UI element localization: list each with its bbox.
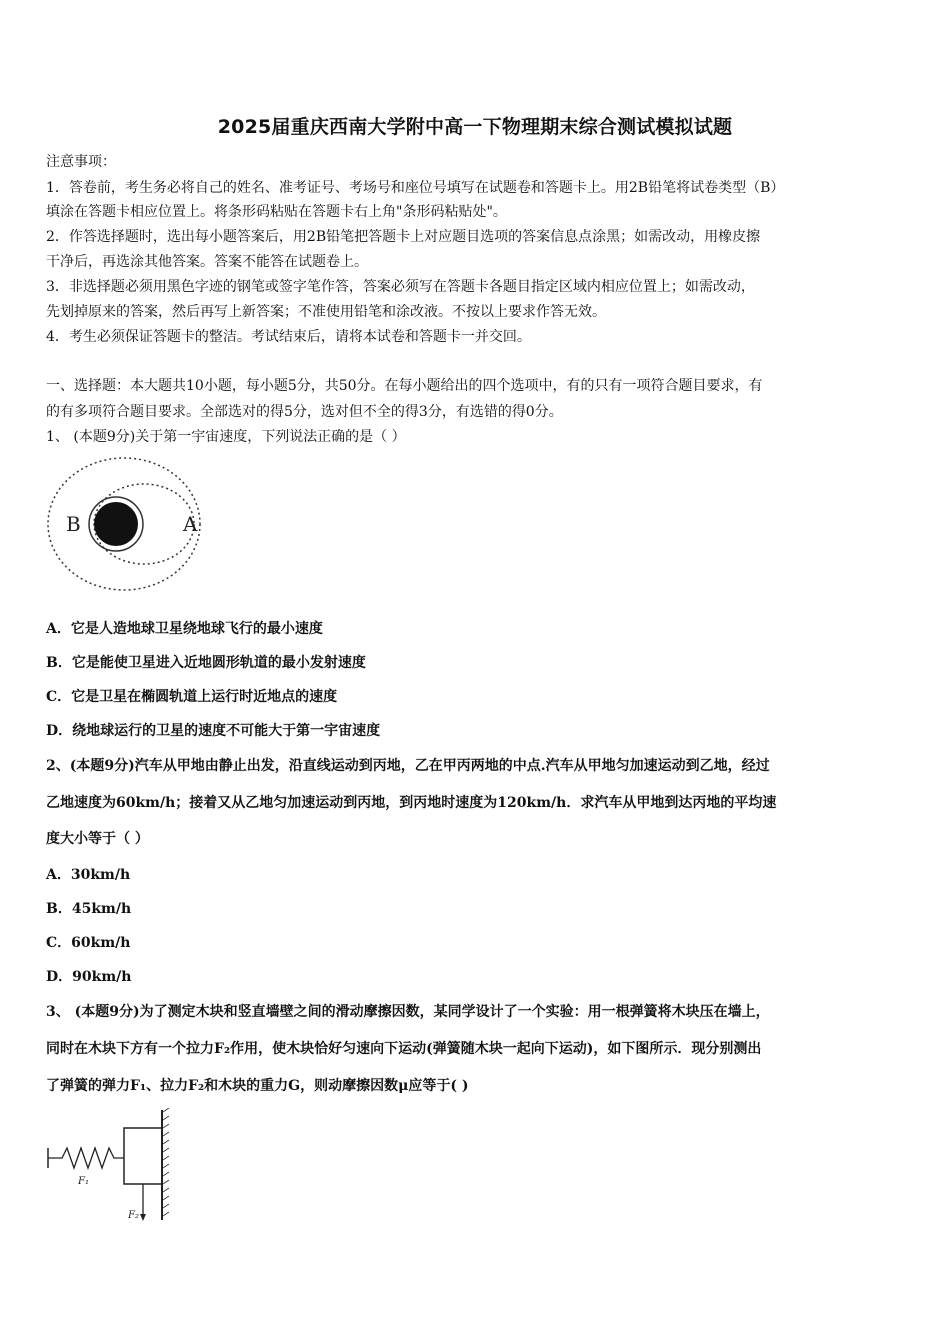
spring [48,1148,124,1168]
notice-line: 干净后，再选涂其他答案。答案不能答在试题卷上。 [46,254,368,270]
section-intro-line: 的有多项符合题目要求。全部选对的得5分，选对但不全的得3分，有选错的得0分。 [46,404,563,420]
question-2-stem-line: 2、(本题9分)汽车从甲地由静止出发，沿直线运动到丙地，乙在甲丙两地的中点.汽车从甲地匀加速运动到乙地，经过 [46,758,770,774]
section-intro-line: 一、选择题：本大题共10小题，每小题5分，共50分。在每小题给出的四个选项中，有的只有一项符合题目要求，有 [46,378,763,394]
pull-force-label: F₂ [128,1210,139,1221]
question-3-stem-line: 了弹簧的弹力F₁、拉力F₂和木块的重力G，则动摩擦因数μ应等于( ) [46,1078,469,1094]
notice-line: 3．非选择题必须用黑色字迹的钢笔或签字笔作答，答案必须写在答题卡各题目指定区域内相应位置上；如需改动， [46,279,755,295]
question-1-option-d: D．绕地球运行的卫星的速度不可能大于第一宇宙速度 [46,723,381,739]
question-3-stem-line: 同时在木块下方有一个拉力F₂作用，使木块恰好匀速向下运动(弹簧随木块一起向下运动)，如下图所示．现分别测出 [46,1041,762,1057]
orbit-figure [44,452,214,597]
question-2-stem-line: 乙地速度为60km/h；接着又从乙地匀加速运动到丙地，到丙地时速度为120km/h．求汽车从甲地到达丙地的平均速 [46,795,777,811]
spring-force-label: F₁ [78,1176,89,1187]
question-1-option-b: B．它是能使卫星进入近地圆形轨道的最小发射速度 [46,655,366,671]
question-2-option-a: A．30km/h [46,867,131,883]
question-3-stem-line: 3、 (本题9分)为了测定木块和竖直墙壁之间的滑动摩擦因数，某同学设计了一个实验：用一根弹簧将木块压在墙上， [46,1004,770,1020]
spring-block-figure [44,1108,174,1228]
orbit-label-a: A [183,512,198,536]
wooden-block [124,1128,162,1184]
notice-line: 填涂在答题卡相应位置上。将条形码粘贴在答题卡右上角"条形码粘贴处"。 [46,204,507,220]
question-2-option-c: C．60km/h [46,935,131,951]
orbit-label-b: B [66,512,81,536]
earth [94,502,138,546]
question-2-stem-line: 度大小等于（ ） [46,831,149,847]
arrow-head [140,1214,146,1221]
notice-heading: 注意事项： [46,154,116,170]
notice-line: 2．作答选择题时，选出每小题答案后，用2B铅笔把答题卡上对应题目选项的答案信息点涂黑；如需改动，用橡皮擦 [46,229,761,245]
question-1-stem: 1、 (本题9分)关于第一宇宙速度，下列说法正确的是（ ） [46,429,406,445]
notice-line: 4．考生必须保证答题卡的整洁。考试结束后，请将本试卷和答题卡一并交回。 [46,329,531,345]
question-2-option-d: D．90km/h [46,969,132,985]
question-1-option-a: A．它是人造地球卫星绕地球飞行的最小速度 [46,621,323,637]
notice-line: 先划掉原来的答案，然后再写上新答案；不准使用铅笔和涂改液。不按以上要求作答无效。 [46,304,606,320]
page-title: 2025届重庆西南大学附中高一下物理期末综合测试模拟试题 [217,116,733,138]
wall-hatching [163,1108,169,1216]
notice-line: 1．答卷前，考生务必将自己的姓名、准考证号、考场号和座位号填写在试题卷和答题卡上。用2B铅笔将试卷类型（B） [46,180,785,196]
question-2-option-b: B．45km/h [46,901,132,917]
question-1-option-c: C．它是卫星在椭圆轨道上运行时近地点的速度 [46,689,338,705]
